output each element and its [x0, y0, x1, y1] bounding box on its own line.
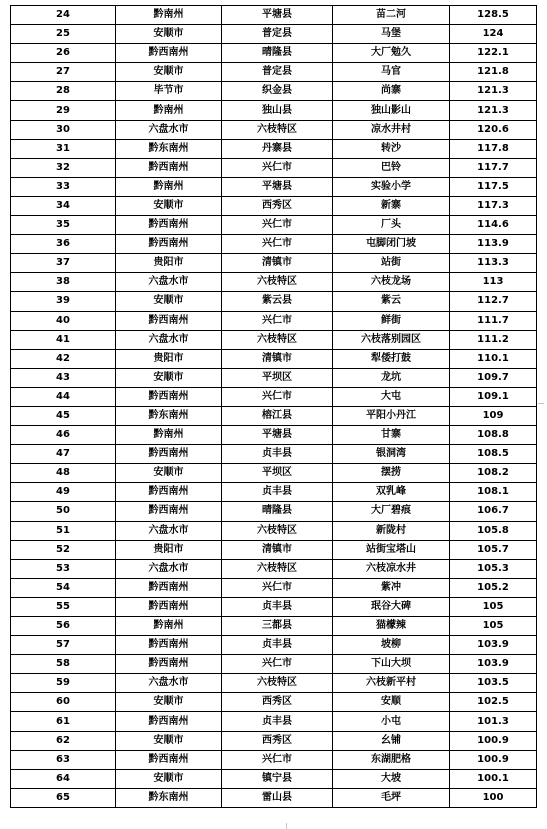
city-cell: 贵阳市 [116, 254, 222, 273]
table-row [11, 674, 537, 693]
county-cell: 六枝特区 [222, 559, 333, 578]
table-row [11, 368, 537, 387]
county-cell: 兴仁市 [222, 750, 333, 769]
county-cell: 六枝特区 [222, 273, 333, 292]
rank-cell: 31 [11, 139, 116, 158]
table-row [11, 387, 537, 406]
value-cell: 111.2 [450, 330, 537, 349]
city-cell: 六盘水市 [116, 559, 222, 578]
station-cell: 鲜街 [333, 311, 450, 330]
city-cell: 黔西南州 [116, 636, 222, 655]
value-cell: 102.5 [450, 693, 537, 712]
city-cell: 黔南州 [116, 6, 222, 25]
value-cell: 105.2 [450, 578, 537, 597]
value-cell: 121.3 [450, 82, 537, 101]
table-row [11, 483, 537, 502]
county-cell: 普定县 [222, 25, 333, 44]
city-cell: 黔东南州 [116, 788, 222, 807]
value-cell: 103.9 [450, 655, 537, 674]
county-cell: 六枝特区 [222, 120, 333, 139]
county-cell: 晴隆县 [222, 502, 333, 521]
county-cell: 三都县 [222, 617, 333, 636]
value-cell: 110.1 [450, 349, 537, 368]
city-cell: 黔东南州 [116, 139, 222, 158]
rank-cell: 48 [11, 464, 116, 483]
county-cell: 清镇市 [222, 540, 333, 559]
rank-cell: 65 [11, 788, 116, 807]
county-cell: 六枝特区 [222, 521, 333, 540]
table-row [11, 788, 537, 807]
value-cell: 117.8 [450, 139, 537, 158]
station-cell: 新陇村 [333, 521, 450, 540]
city-cell: 安顺市 [116, 731, 222, 750]
table-row [11, 693, 537, 712]
county-cell: 西秀区 [222, 693, 333, 712]
table-row [11, 44, 537, 63]
rank-cell: 45 [11, 406, 116, 425]
county-cell: 兴仁市 [222, 578, 333, 597]
value-cell: 117.5 [450, 177, 537, 196]
city-cell: 黔南州 [116, 617, 222, 636]
table-body [11, 6, 537, 808]
county-cell: 兴仁市 [222, 655, 333, 674]
city-cell: 黔西南州 [116, 387, 222, 406]
rank-cell: 42 [11, 349, 116, 368]
rank-cell: 38 [11, 273, 116, 292]
table-row [11, 597, 537, 616]
county-cell: 平坝区 [222, 464, 333, 483]
city-cell: 贵阳市 [116, 349, 222, 368]
rank-cell: 62 [11, 731, 116, 750]
value-cell: 120.6 [450, 120, 537, 139]
table-row [11, 158, 537, 177]
station-cell: 大厂碧痕 [333, 502, 450, 521]
station-cell: 龙坑 [333, 368, 450, 387]
page-edge-mark [538, 403, 544, 404]
city-cell: 黔西南州 [116, 750, 222, 769]
value-cell: 122.1 [450, 44, 537, 63]
rank-cell: 59 [11, 674, 116, 693]
city-cell: 黔西南州 [116, 235, 222, 254]
station-cell: 坡柳 [333, 636, 450, 655]
table-row [11, 6, 537, 25]
value-cell: 113.9 [450, 235, 537, 254]
county-cell: 镇宁县 [222, 769, 333, 788]
city-cell: 安顺市 [116, 368, 222, 387]
table-row [11, 578, 537, 597]
table-row [11, 559, 537, 578]
page-edge-mark [286, 823, 287, 829]
station-cell: 厂头 [333, 216, 450, 235]
value-cell: 111.7 [450, 311, 537, 330]
table-row [11, 330, 537, 349]
value-cell: 103.5 [450, 674, 537, 693]
rank-cell: 44 [11, 387, 116, 406]
rank-cell: 33 [11, 177, 116, 196]
station-cell: 站街 [333, 254, 450, 273]
city-cell: 安顺市 [116, 769, 222, 788]
city-cell: 黔西南州 [116, 483, 222, 502]
station-cell: 犁倭打鼓 [333, 349, 450, 368]
county-cell: 西秀区 [222, 731, 333, 750]
table-row [11, 273, 537, 292]
city-cell: 黔西南州 [116, 578, 222, 597]
county-cell: 六枝特区 [222, 330, 333, 349]
county-cell: 清镇市 [222, 349, 333, 368]
city-cell: 黔南州 [116, 426, 222, 445]
table-row [11, 82, 537, 101]
station-cell: 六枝龙场 [333, 273, 450, 292]
station-cell: 大坡 [333, 769, 450, 788]
rank-cell: 52 [11, 540, 116, 559]
station-cell: 六枝落别园区 [333, 330, 450, 349]
rank-cell: 54 [11, 578, 116, 597]
table-row [11, 445, 537, 464]
city-cell: 黔南州 [116, 101, 222, 120]
rank-cell: 40 [11, 311, 116, 330]
value-cell: 105.8 [450, 521, 537, 540]
city-cell: 黔西南州 [116, 445, 222, 464]
city-cell: 安顺市 [116, 196, 222, 215]
station-cell: 新寨 [333, 196, 450, 215]
station-cell: 东湖肥格 [333, 750, 450, 769]
county-cell: 贞丰县 [222, 483, 333, 502]
county-cell: 丹寨县 [222, 139, 333, 158]
rank-cell: 36 [11, 235, 116, 254]
station-cell: 转沙 [333, 139, 450, 158]
station-cell: 平阳小丹江 [333, 406, 450, 425]
city-cell: 安顺市 [116, 63, 222, 82]
value-cell: 109 [450, 406, 537, 425]
table-row [11, 349, 537, 368]
value-cell: 101.3 [450, 712, 537, 731]
station-cell: 凉水井村 [333, 120, 450, 139]
city-cell: 黔西南州 [116, 597, 222, 616]
rank-cell: 27 [11, 63, 116, 82]
value-cell: 100.9 [450, 731, 537, 750]
county-cell: 普定县 [222, 63, 333, 82]
county-cell: 清镇市 [222, 254, 333, 273]
rank-cell: 30 [11, 120, 116, 139]
station-cell: 猫檬辣 [333, 617, 450, 636]
county-cell: 贞丰县 [222, 445, 333, 464]
value-cell: 106.7 [450, 502, 537, 521]
value-cell: 121.8 [450, 63, 537, 82]
value-cell: 128.5 [450, 6, 537, 25]
station-cell: 马堡 [333, 25, 450, 44]
value-cell: 108.2 [450, 464, 537, 483]
table-row [11, 139, 537, 158]
rank-cell: 61 [11, 712, 116, 731]
table-row [11, 617, 537, 636]
station-cell: 毛坪 [333, 788, 450, 807]
rank-cell: 63 [11, 750, 116, 769]
table-row [11, 712, 537, 731]
value-cell: 103.9 [450, 636, 537, 655]
station-cell: 大厂勉久 [333, 44, 450, 63]
table-row [11, 769, 537, 788]
city-cell: 六盘水市 [116, 273, 222, 292]
rank-cell: 58 [11, 655, 116, 674]
value-cell: 124 [450, 25, 537, 44]
city-cell: 六盘水市 [116, 120, 222, 139]
value-cell: 105.7 [450, 540, 537, 559]
station-cell: 摆捞 [333, 464, 450, 483]
value-cell: 117.7 [450, 158, 537, 177]
value-cell: 108.1 [450, 483, 537, 502]
county-cell: 平塘县 [222, 6, 333, 25]
table-row [11, 292, 537, 311]
city-cell: 毕节市 [116, 82, 222, 101]
rank-cell: 51 [11, 521, 116, 540]
value-cell: 114.6 [450, 216, 537, 235]
rank-cell: 64 [11, 769, 116, 788]
county-cell: 兴仁市 [222, 387, 333, 406]
rainfall-table-container [10, 5, 536, 808]
county-cell: 织金县 [222, 82, 333, 101]
city-cell: 黔西南州 [116, 158, 222, 177]
value-cell: 105 [450, 597, 537, 616]
value-cell: 105.3 [450, 559, 537, 578]
station-cell: 独山影山 [333, 101, 450, 120]
station-cell: 六枝凉水井 [333, 559, 450, 578]
county-cell: 兴仁市 [222, 216, 333, 235]
station-cell: 站街宝塔山 [333, 540, 450, 559]
station-cell: 实验小学 [333, 177, 450, 196]
station-cell: 甘寨 [333, 426, 450, 445]
rank-cell: 28 [11, 82, 116, 101]
county-cell: 平坝区 [222, 368, 333, 387]
value-cell: 109.7 [450, 368, 537, 387]
rank-cell: 37 [11, 254, 116, 273]
station-cell: 大屯 [333, 387, 450, 406]
county-cell: 西秀区 [222, 196, 333, 215]
table-row [11, 101, 537, 120]
table-row [11, 25, 537, 44]
value-cell: 121.3 [450, 101, 537, 120]
city-cell: 六盘水市 [116, 521, 222, 540]
rank-cell: 29 [11, 101, 116, 120]
station-cell: 苗二河 [333, 6, 450, 25]
county-cell: 雷山县 [222, 788, 333, 807]
table-row [11, 521, 537, 540]
table-row [11, 254, 537, 273]
station-cell: 紫冲 [333, 578, 450, 597]
city-cell: 黔西南州 [116, 655, 222, 674]
city-cell: 安顺市 [116, 25, 222, 44]
table-row [11, 636, 537, 655]
county-cell: 平塘县 [222, 177, 333, 196]
rank-cell: 49 [11, 483, 116, 502]
value-cell: 100.9 [450, 750, 537, 769]
rank-cell: 32 [11, 158, 116, 177]
city-cell: 黔西南州 [116, 502, 222, 521]
station-cell: 幺铺 [333, 731, 450, 750]
table-row [11, 406, 537, 425]
rank-cell: 55 [11, 597, 116, 616]
table-row [11, 311, 537, 330]
rank-cell: 34 [11, 196, 116, 215]
rank-cell: 47 [11, 445, 116, 464]
city-cell: 六盘水市 [116, 330, 222, 349]
station-cell: 紫云 [333, 292, 450, 311]
station-cell: 双乳峰 [333, 483, 450, 502]
rank-cell: 50 [11, 502, 116, 521]
value-cell: 112.7 [450, 292, 537, 311]
county-cell: 兴仁市 [222, 311, 333, 330]
station-cell: 巴铃 [333, 158, 450, 177]
station-cell: 安顺 [333, 693, 450, 712]
city-cell: 安顺市 [116, 292, 222, 311]
table-row [11, 216, 537, 235]
station-cell: 马官 [333, 63, 450, 82]
county-cell: 兴仁市 [222, 158, 333, 177]
rank-cell: 24 [11, 6, 116, 25]
rainfall-table [10, 5, 537, 808]
station-cell: 屯脚闭门坡 [333, 235, 450, 254]
value-cell: 100 [450, 788, 537, 807]
value-cell: 113 [450, 273, 537, 292]
city-cell: 六盘水市 [116, 674, 222, 693]
rank-cell: 41 [11, 330, 116, 349]
city-cell: 安顺市 [116, 693, 222, 712]
table-row [11, 120, 537, 139]
table-row [11, 235, 537, 254]
rank-cell: 60 [11, 693, 116, 712]
table-row [11, 426, 537, 445]
rank-cell: 35 [11, 216, 116, 235]
station-cell: 下山大坝 [333, 655, 450, 674]
table-row [11, 464, 537, 483]
value-cell: 117.3 [450, 196, 537, 215]
rank-cell: 57 [11, 636, 116, 655]
table-row [11, 540, 537, 559]
county-cell: 兴仁市 [222, 235, 333, 254]
rank-cell: 25 [11, 25, 116, 44]
county-cell: 六枝特区 [222, 674, 333, 693]
rank-cell: 46 [11, 426, 116, 445]
table-row [11, 731, 537, 750]
station-cell: 六枝新平村 [333, 674, 450, 693]
value-cell: 108.8 [450, 426, 537, 445]
county-cell: 晴隆县 [222, 44, 333, 63]
county-cell: 榕江县 [222, 406, 333, 425]
value-cell: 109.1 [450, 387, 537, 406]
station-cell: 小屯 [333, 712, 450, 731]
county-cell: 独山县 [222, 101, 333, 120]
city-cell: 黔南州 [116, 177, 222, 196]
table-row [11, 502, 537, 521]
city-cell: 贵阳市 [116, 540, 222, 559]
table-row [11, 655, 537, 674]
county-cell: 贞丰县 [222, 712, 333, 731]
city-cell: 黔东南州 [116, 406, 222, 425]
city-cell: 黔西南州 [116, 44, 222, 63]
station-cell: 尚寨 [333, 82, 450, 101]
county-cell: 贞丰县 [222, 597, 333, 616]
city-cell: 黔西南州 [116, 311, 222, 330]
value-cell: 100.1 [450, 769, 537, 788]
county-cell: 贞丰县 [222, 636, 333, 655]
rank-cell: 56 [11, 617, 116, 636]
rank-cell: 43 [11, 368, 116, 387]
value-cell: 105 [450, 617, 537, 636]
value-cell: 113.3 [450, 254, 537, 273]
table-row [11, 196, 537, 215]
table-row [11, 63, 537, 82]
rank-cell: 26 [11, 44, 116, 63]
station-cell: 珉谷大碑 [333, 597, 450, 616]
station-cell: 银洞湾 [333, 445, 450, 464]
rank-cell: 39 [11, 292, 116, 311]
table-row [11, 750, 537, 769]
city-cell: 安顺市 [116, 464, 222, 483]
county-cell: 平塘县 [222, 426, 333, 445]
table-row [11, 177, 537, 196]
city-cell: 黔西南州 [116, 216, 222, 235]
county-cell: 紫云县 [222, 292, 333, 311]
city-cell: 黔西南州 [116, 712, 222, 731]
rank-cell: 53 [11, 559, 116, 578]
value-cell: 108.5 [450, 445, 537, 464]
